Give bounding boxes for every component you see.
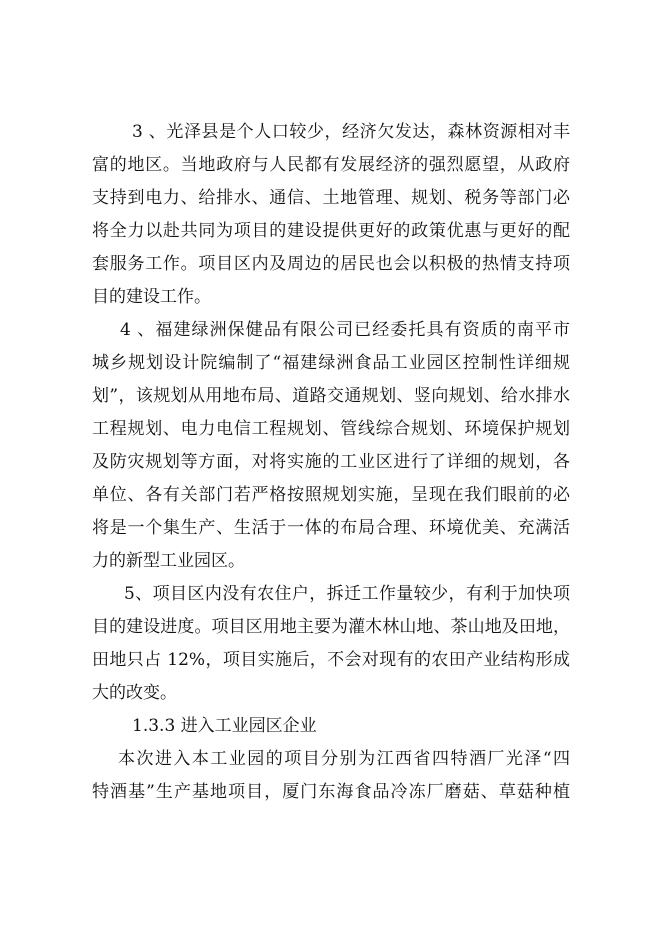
paragraph-line: 目的建设进度。项目区用地主要为灌木林山地、茶山地及田地， [92, 617, 570, 637]
paragraph-line: 特酒基”生产基地项目，厦门东海食品冷冻厂磨菇、草菇种植 [92, 782, 570, 802]
paragraph-line: 富的地区。当地政府与人民都有发展经济的强烈愿望，从政府 [92, 155, 570, 175]
paragraph-line: 套服务工作。项目区内及周边的居民也会以积极的热情支持项 [92, 254, 570, 274]
paragraph-line: 4 、福建绿洲保健品有限公司已经委托具有资质的南平市 [120, 320, 570, 340]
paragraph-line: 工程规划、电力电信工程规划、管线综合规划、环境保护规划 [92, 419, 570, 439]
section-heading-text: 1.3.3 进入工业园区企业 [132, 716, 317, 736]
paragraph-line: 5、项目区内没有农住户，拆迁工作量较少，有利于加快项 [124, 584, 570, 604]
paragraph-line: 田地只占 12%，项目实施后，不会对现有的农田产业结构形成 [92, 650, 570, 670]
paragraph-4 [92, 314, 570, 578]
paragraph-line: 3 、光泽县是个人口较少，经济欠发达，森林资源相对丰 [132, 122, 570, 142]
paragraph-line: 支持到电力、给排水、通信、土地管理、规划、税务等部门必 [92, 188, 570, 208]
paragraph-line: 单位、各有关部门若严格按照规划实施，呈现在我们眼前的必 [92, 485, 570, 505]
paragraph-3 [92, 116, 570, 314]
paragraph-5 [92, 578, 570, 710]
paragraph-line: 划”，该规划从用地布局、道路交通规划、竖向规划、给水排水 [92, 386, 570, 406]
paragraph-line: 力的新型工业园区。 [92, 551, 245, 571]
paragraph-line: 及防灾规划等方面，对将实施的工业区进行了详细的规划，各 [92, 452, 570, 472]
paragraph-line: 城乡规划设计院编制了“福建绿洲食品工业园区控制性详细规 [92, 353, 570, 373]
section-heading [92, 710, 570, 743]
paragraph-line: 大的改变。 [92, 683, 177, 703]
paragraph-line: 将是一个集生产、生活于一体的布局合理、环境优美、充满活 [92, 518, 570, 538]
paragraph-line: 目的建设工作。 [92, 287, 211, 307]
paragraph-line: 将全力以赴共同为项目的建设提供更好的政策优惠与更好的配 [92, 221, 570, 241]
paragraph-6 [92, 743, 570, 809]
paragraph-line: 本次进入本工业园的项目分别为江西省四特酒厂光泽“四 [118, 749, 570, 769]
